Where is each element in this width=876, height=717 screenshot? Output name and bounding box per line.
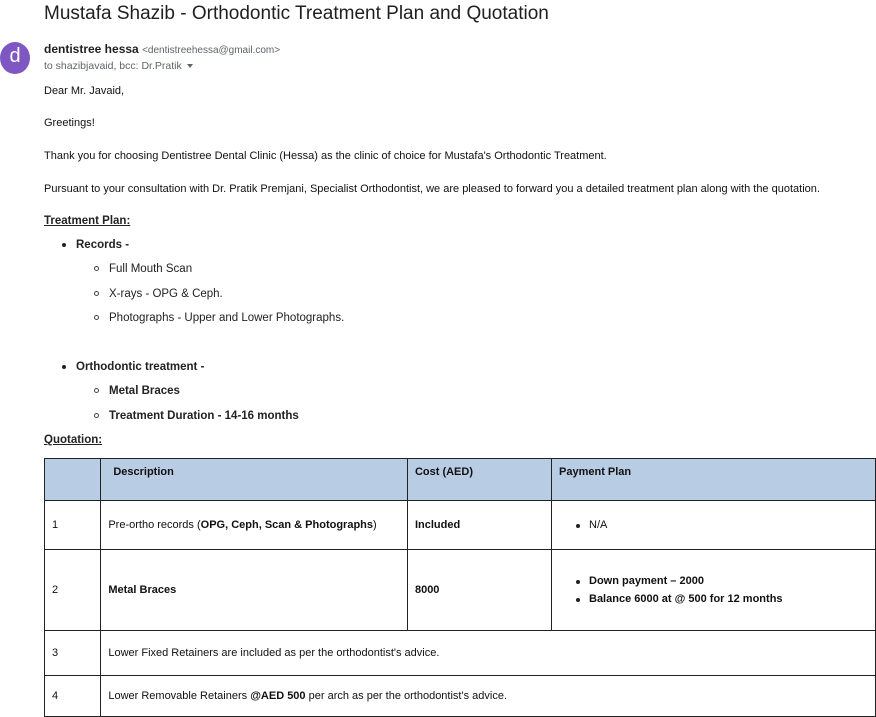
table-row [45, 631, 876, 676]
avatar[interactable]: d [0, 42, 30, 74]
records-label: Records - [76, 239, 130, 251]
records-item [94, 263, 192, 275]
desc-text: Pre-ortho records ( [108, 519, 201, 531]
table-header-row [45, 459, 876, 501]
row-cost: Included [407, 501, 551, 550]
desc-text: ) [373, 519, 377, 531]
row-number: 2 [45, 550, 101, 631]
records-bullet [62, 239, 129, 251]
sender-email: <dentistreehessa@gmail.com> [142, 45, 281, 56]
bullet-icon [62, 365, 66, 369]
recipients [44, 60, 193, 72]
row-description: Lower Fixed Retainers are included as per the orthodontist's advice. [101, 631, 876, 676]
ortho-bullet [62, 361, 204, 373]
paragraph-thanks: Thank you for choosing Dentistree Dental Clinic (Hessa) as the clinic of choice for Mustafa's Orthodontic Treatment. [44, 150, 607, 162]
circle-bullet-icon [94, 291, 99, 296]
payment-plan-item: Balance 6000 at @ 500 for 12 months [559, 593, 868, 605]
show-details-chevron-down-icon[interactable] [187, 64, 193, 68]
desc-text: per arch as per the orthodontist's advice. [305, 690, 507, 702]
row-payment-plan [552, 550, 876, 631]
header-cell-cost: Cost (AED) [407, 459, 551, 501]
table-row [45, 676, 876, 717]
row-number: 4 [45, 676, 101, 717]
row-payment-plan [552, 501, 876, 550]
quotation-heading: Quotation: [44, 434, 103, 446]
header-cell-num [45, 459, 101, 501]
greeting: Greetings! [44, 117, 95, 129]
salutation: Dear Mr. Javaid, [44, 85, 125, 97]
row-number: 3 [45, 631, 101, 676]
ortho-item-text: Treatment Duration - 14-16 months [109, 410, 299, 422]
table-row [45, 501, 876, 550]
row-description [101, 676, 876, 717]
sender-info [44, 42, 280, 56]
ortho-item-text: Metal Braces [109, 385, 180, 397]
row-cost: 8000 [407, 550, 551, 631]
sender-name[interactable]: dentistree hessa [44, 42, 139, 56]
records-item [94, 312, 344, 324]
desc-bold-text: @AED 500 [250, 690, 306, 702]
circle-bullet-icon [94, 315, 99, 320]
header-cell-description: Description [101, 459, 408, 501]
desc-bold-text: OPG, Ceph, Scan & Photographs [200, 519, 373, 531]
records-item-text: Full Mouth Scan [109, 263, 193, 275]
records-item-text: Photographs - Upper and Lower Photographs. [109, 312, 345, 324]
row-number: 1 [45, 501, 101, 550]
ortho-item [94, 410, 299, 422]
desc-text: Lower Removable Retainers [108, 690, 251, 702]
quotation-table [44, 458, 876, 717]
payment-plan-item: Down payment – 2000 [559, 575, 868, 587]
bullet-icon [62, 243, 66, 247]
treatment-plan-heading: Treatment Plan: [44, 215, 131, 227]
header-cell-payment-plan: Payment Plan [552, 459, 876, 501]
ortho-item [94, 385, 180, 397]
ortho-label: Orthodontic treatment - [76, 361, 205, 373]
email-subject: Mustafa Shazib - Orthodontic Treatment Plan and Quotation [44, 3, 549, 24]
row-description [101, 501, 408, 550]
row-description: Metal Braces [101, 550, 408, 631]
circle-bullet-icon [94, 413, 99, 418]
recipients-text: to shazibjavaid, bcc: Dr.Pratik [44, 60, 182, 72]
paragraph-consultation: Pursuant to your consultation with Dr. Pratik Premjani, Specialist Orthodontist, we are pleased to forward you a detailed treatment plan along with the quotation. [44, 183, 820, 195]
payment-plan-item: N/A [559, 519, 868, 531]
table-row [45, 550, 876, 631]
circle-bullet-icon [94, 266, 99, 271]
records-item-text: X-rays - OPG & Ceph. [109, 288, 223, 300]
circle-bullet-icon [94, 388, 99, 393]
records-item [94, 288, 223, 300]
